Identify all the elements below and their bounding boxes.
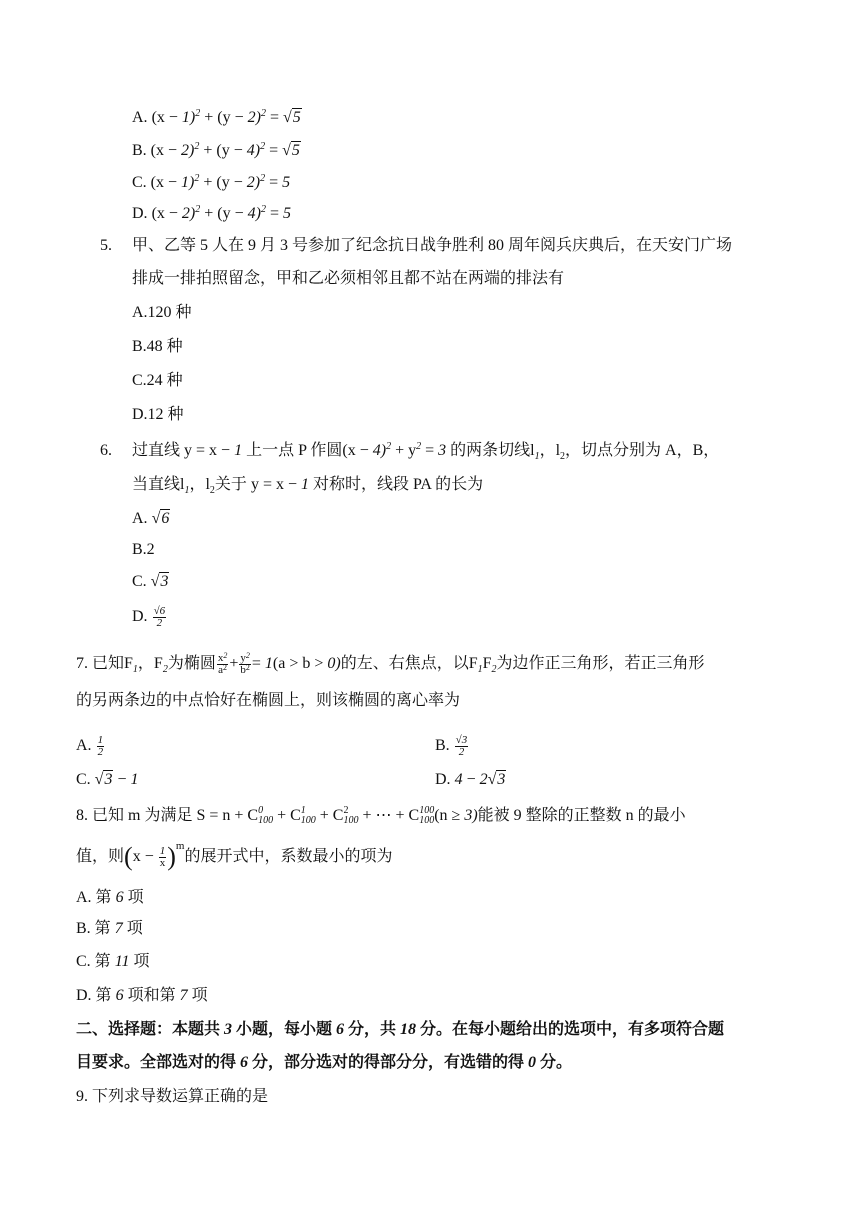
q6-option-c: C. √3 xyxy=(132,573,169,590)
q6-number: 6. xyxy=(100,442,112,459)
q7-option-b: B. $\frac{√3}{2}$ xyxy=(435,734,468,758)
q5-stem-line2: 排成一排拍照留念，甲和乙必须相邻且都不站在两端的排法有 xyxy=(132,270,565,287)
q5-option-a: A.120 种 xyxy=(132,304,192,321)
q5-number: 5. xyxy=(100,237,112,254)
section2-heading-line1: 二、选择题：本题共 3 小题，每小题 6 分，共 18 分。在每小题给出的选项中，有多项符合题 xyxy=(76,1021,725,1038)
q6-stem-line2: 当直线$l_1$，$l_2$关于 y = x − 1 对称时，线段 PA 的长为 xyxy=(132,476,484,496)
q8-stem-line1: 8. 已知 m 为满足 S = n + C 0 100 + C 1 100 + C 2 100 + ⋯ + C 100 100 (n ≥ 3)能被 9 整除的正整数 n 的最小 xyxy=(76,805,686,827)
q4-option-d: D. $(x - 2)^2 + (y - 4)^2 = 5$ xyxy=(132,204,291,222)
q6-stem-line1: 过直线 y = x − 1 上一点 P 作圆$(x - 4)^2 + y^2 = 3$ 的两条切线$l_1$，$l_2$，切点分别为 A，B， xyxy=(132,441,720,462)
q4-option-b: B. $(x - 2)^2 + (y - 4)^2 = √5$ xyxy=(132,141,300,159)
q7-stem-line1: 7. 已知$F_1$，$F_2$为椭圆 $\frac{x^2}{a^2}$ + $\frac{y^2}{b^2}$ = 1(a > b > 0)的左、右焦点，以$F_1F_2$为边作正三角形，若正三角形 xyxy=(76,651,705,676)
q4-option-c: C. $(x - 1)^2 + (y - 2)^2 = 5$ xyxy=(132,173,291,191)
q5-stem-line1: 甲、乙等 5 人在 9 月 3 号参加了纪念抗日战争胜利 80 周年阅兵庆典后，在天安门广场 xyxy=(132,237,733,254)
q9-stem: 9. 下列求导数运算正确的是 xyxy=(76,1088,269,1105)
q8-stem-line2: 值，则(x − $\frac{1}{x}$ )$^m$的展开式中，系数最小的项为 xyxy=(76,840,393,872)
q8-option-d: D. 第 6 项和第 7 项 xyxy=(76,987,208,1004)
q7-option-a: A. $\frac{1}{2}$ xyxy=(76,734,104,758)
q8-option-b: B. 第 7 项 xyxy=(76,920,143,937)
q7-option-d: D. 4 − 2√3 xyxy=(435,771,506,788)
q7-option-c: C. √3 − 1 xyxy=(76,771,139,788)
q7-stem-line2: 的另两条边的中点恰好在椭圆上，则该椭圆的离心率为 xyxy=(76,692,461,709)
section2-heading-line2: 目要求。全部选对的得 6 分，部分选对的得部分分，有选错的得 0 分。 xyxy=(76,1054,573,1071)
q8-option-c: C. 第 11 项 xyxy=(76,953,150,970)
q6-option-b: B.2 xyxy=(132,541,155,558)
q6-option-d: D. $\frac{√6}{2}$ xyxy=(132,605,166,629)
q4-option-a: A. $(x - 1)^2 + (y - 2)^2 = √5$ xyxy=(132,108,301,126)
q6-option-a: A. √6 xyxy=(132,510,170,527)
q5-option-c: C.24 种 xyxy=(132,372,183,389)
q8-option-a: A. 第 6 项 xyxy=(76,889,144,906)
q5-option-b: B.48 种 xyxy=(132,338,183,355)
q5-option-d: D.12 种 xyxy=(132,406,184,423)
